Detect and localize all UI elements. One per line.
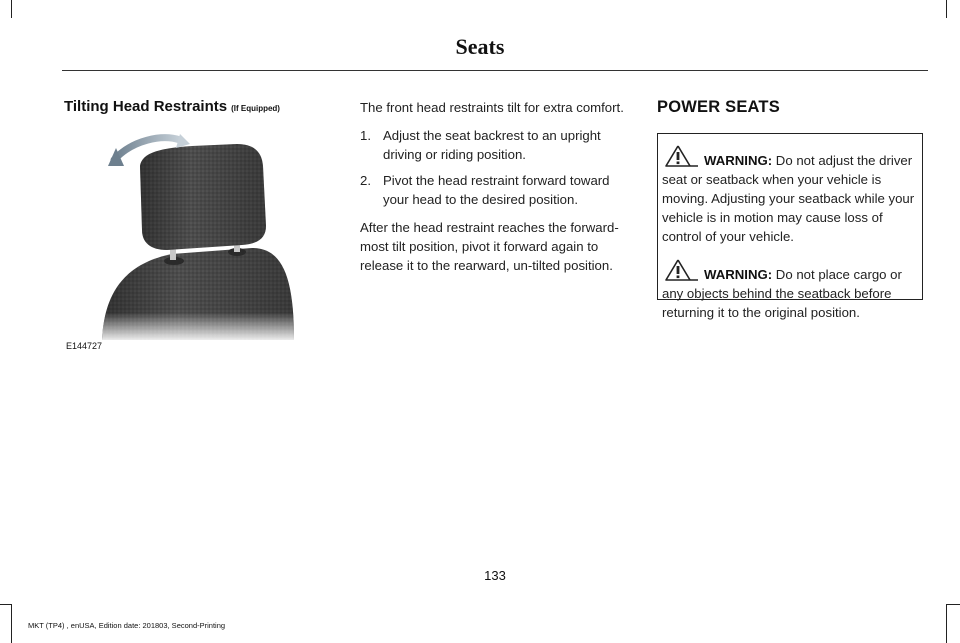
warning-box [657, 133, 923, 320]
crop-mark-bottom-right-h [946, 604, 960, 605]
list-item [360, 126, 636, 164]
warning-label: WARNING: [704, 267, 773, 282]
header-rule [62, 70, 928, 71]
intro-paragraph: The front head restraints tilt for extra comfort. [360, 100, 624, 115]
step-text: Pivot the head restraint forward toward your head to the desired position. [383, 173, 610, 207]
edition-footer: MKT (TP4) , enUSA, Edition date: 201803, Second-Printing [28, 621, 226, 630]
heading-suffix: (If Equipped) [231, 104, 280, 113]
crop-mark-bottom-left-h [0, 604, 12, 605]
crop-mark-top-left [11, 0, 12, 18]
warning-paragraph [662, 144, 918, 246]
tilting-head-restraints-heading [64, 98, 280, 115]
steps-list [360, 126, 636, 209]
page-number: 133 [484, 568, 506, 583]
figure-code: E144727 [66, 341, 103, 351]
closing-paragraph: After the head restraint reaches the forward-most tilt position, pivot it forward again to release it to the rearward, un-tilted position. [360, 220, 619, 273]
warning-paragraph [662, 258, 918, 322]
step-number: 1. [360, 128, 371, 143]
warning-label: WARNING: [704, 153, 773, 168]
warning-triangle-icon [664, 144, 700, 168]
warning-triangle-icon [664, 258, 700, 282]
crop-mark-bottom-left-v [11, 604, 12, 643]
crop-mark-bottom-right-v [946, 604, 947, 643]
power-seats-heading: POWER SEATS [657, 98, 780, 116]
warning-text: Do not adjust the driver seat or seatback when your vehicle is moving. Adjusting your seatback while your vehicle is in motion may cause loss of control of your vehicle. [662, 153, 915, 244]
crop-mark-top-right [946, 0, 947, 18]
warning-text: Do not place cargo or any objects behind the seatback before returning it to the original position. [662, 267, 902, 320]
step-text: Adjust the seat backrest to an upright driving or riding position. [383, 128, 601, 162]
head-restraint-illustration [62, 126, 342, 340]
step-number: 2. [360, 173, 371, 188]
tilt-instructions [360, 98, 636, 284]
list-item [360, 171, 636, 209]
heading-text: Tilting Head Restraints [64, 98, 228, 115]
page-header-title: Seats [455, 34, 505, 59]
